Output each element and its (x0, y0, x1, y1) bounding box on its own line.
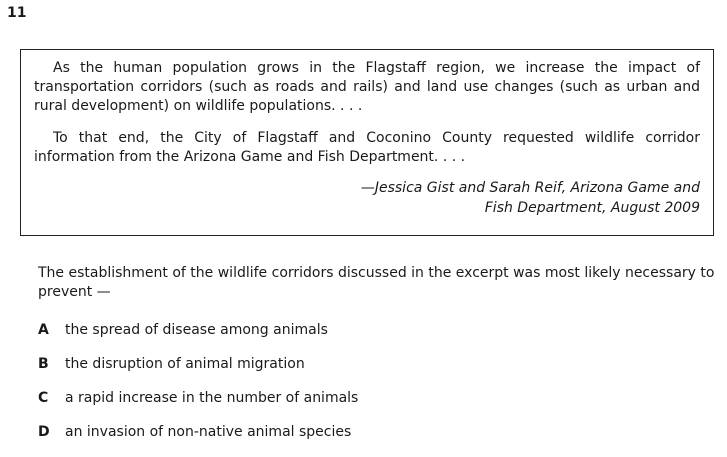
option-text: the spread of disease among animals (65, 322, 328, 338)
answer-options (38, 321, 358, 457)
option-text: an invasion of non-native animal species (65, 424, 352, 440)
excerpt-paragraph-2: To that end, the City of Flagstaff and Coconino County requested wildlife corridor information from the Arizona Game and Fish Department. . . . (34, 130, 700, 165)
answer-option-a[interactable] (38, 321, 358, 355)
option-letter: C (38, 390, 49, 406)
answer-option-b[interactable] (38, 355, 358, 389)
attribution-line-2: Fish Department, August 2009 (484, 200, 700, 216)
answer-option-c[interactable] (38, 389, 358, 423)
question-number: 11 (7, 5, 27, 21)
excerpt-paragraph-1: As the human population grows in the Flagstaff region, we increase the impact of transportation corridors (such as roads and rails) and land use changes (such as urban and rural development) on wildlife populations. . . . (34, 60, 700, 114)
attribution-line-1: —Jessica Gist and Sarah Reif, Arizona Game and (360, 180, 700, 196)
excerpt-attribution (34, 178, 700, 218)
excerpt-box (20, 49, 714, 236)
option-letter: A (38, 322, 49, 338)
option-text: a rapid increase in the number of animals (65, 390, 359, 406)
option-letter: B (38, 356, 49, 372)
option-text: the disruption of animal migration (65, 356, 305, 372)
question-stem: The establishment of the wildlife corridors discussed in the excerpt was most likely necessary to prevent — (38, 265, 715, 300)
option-letter: D (38, 424, 50, 440)
